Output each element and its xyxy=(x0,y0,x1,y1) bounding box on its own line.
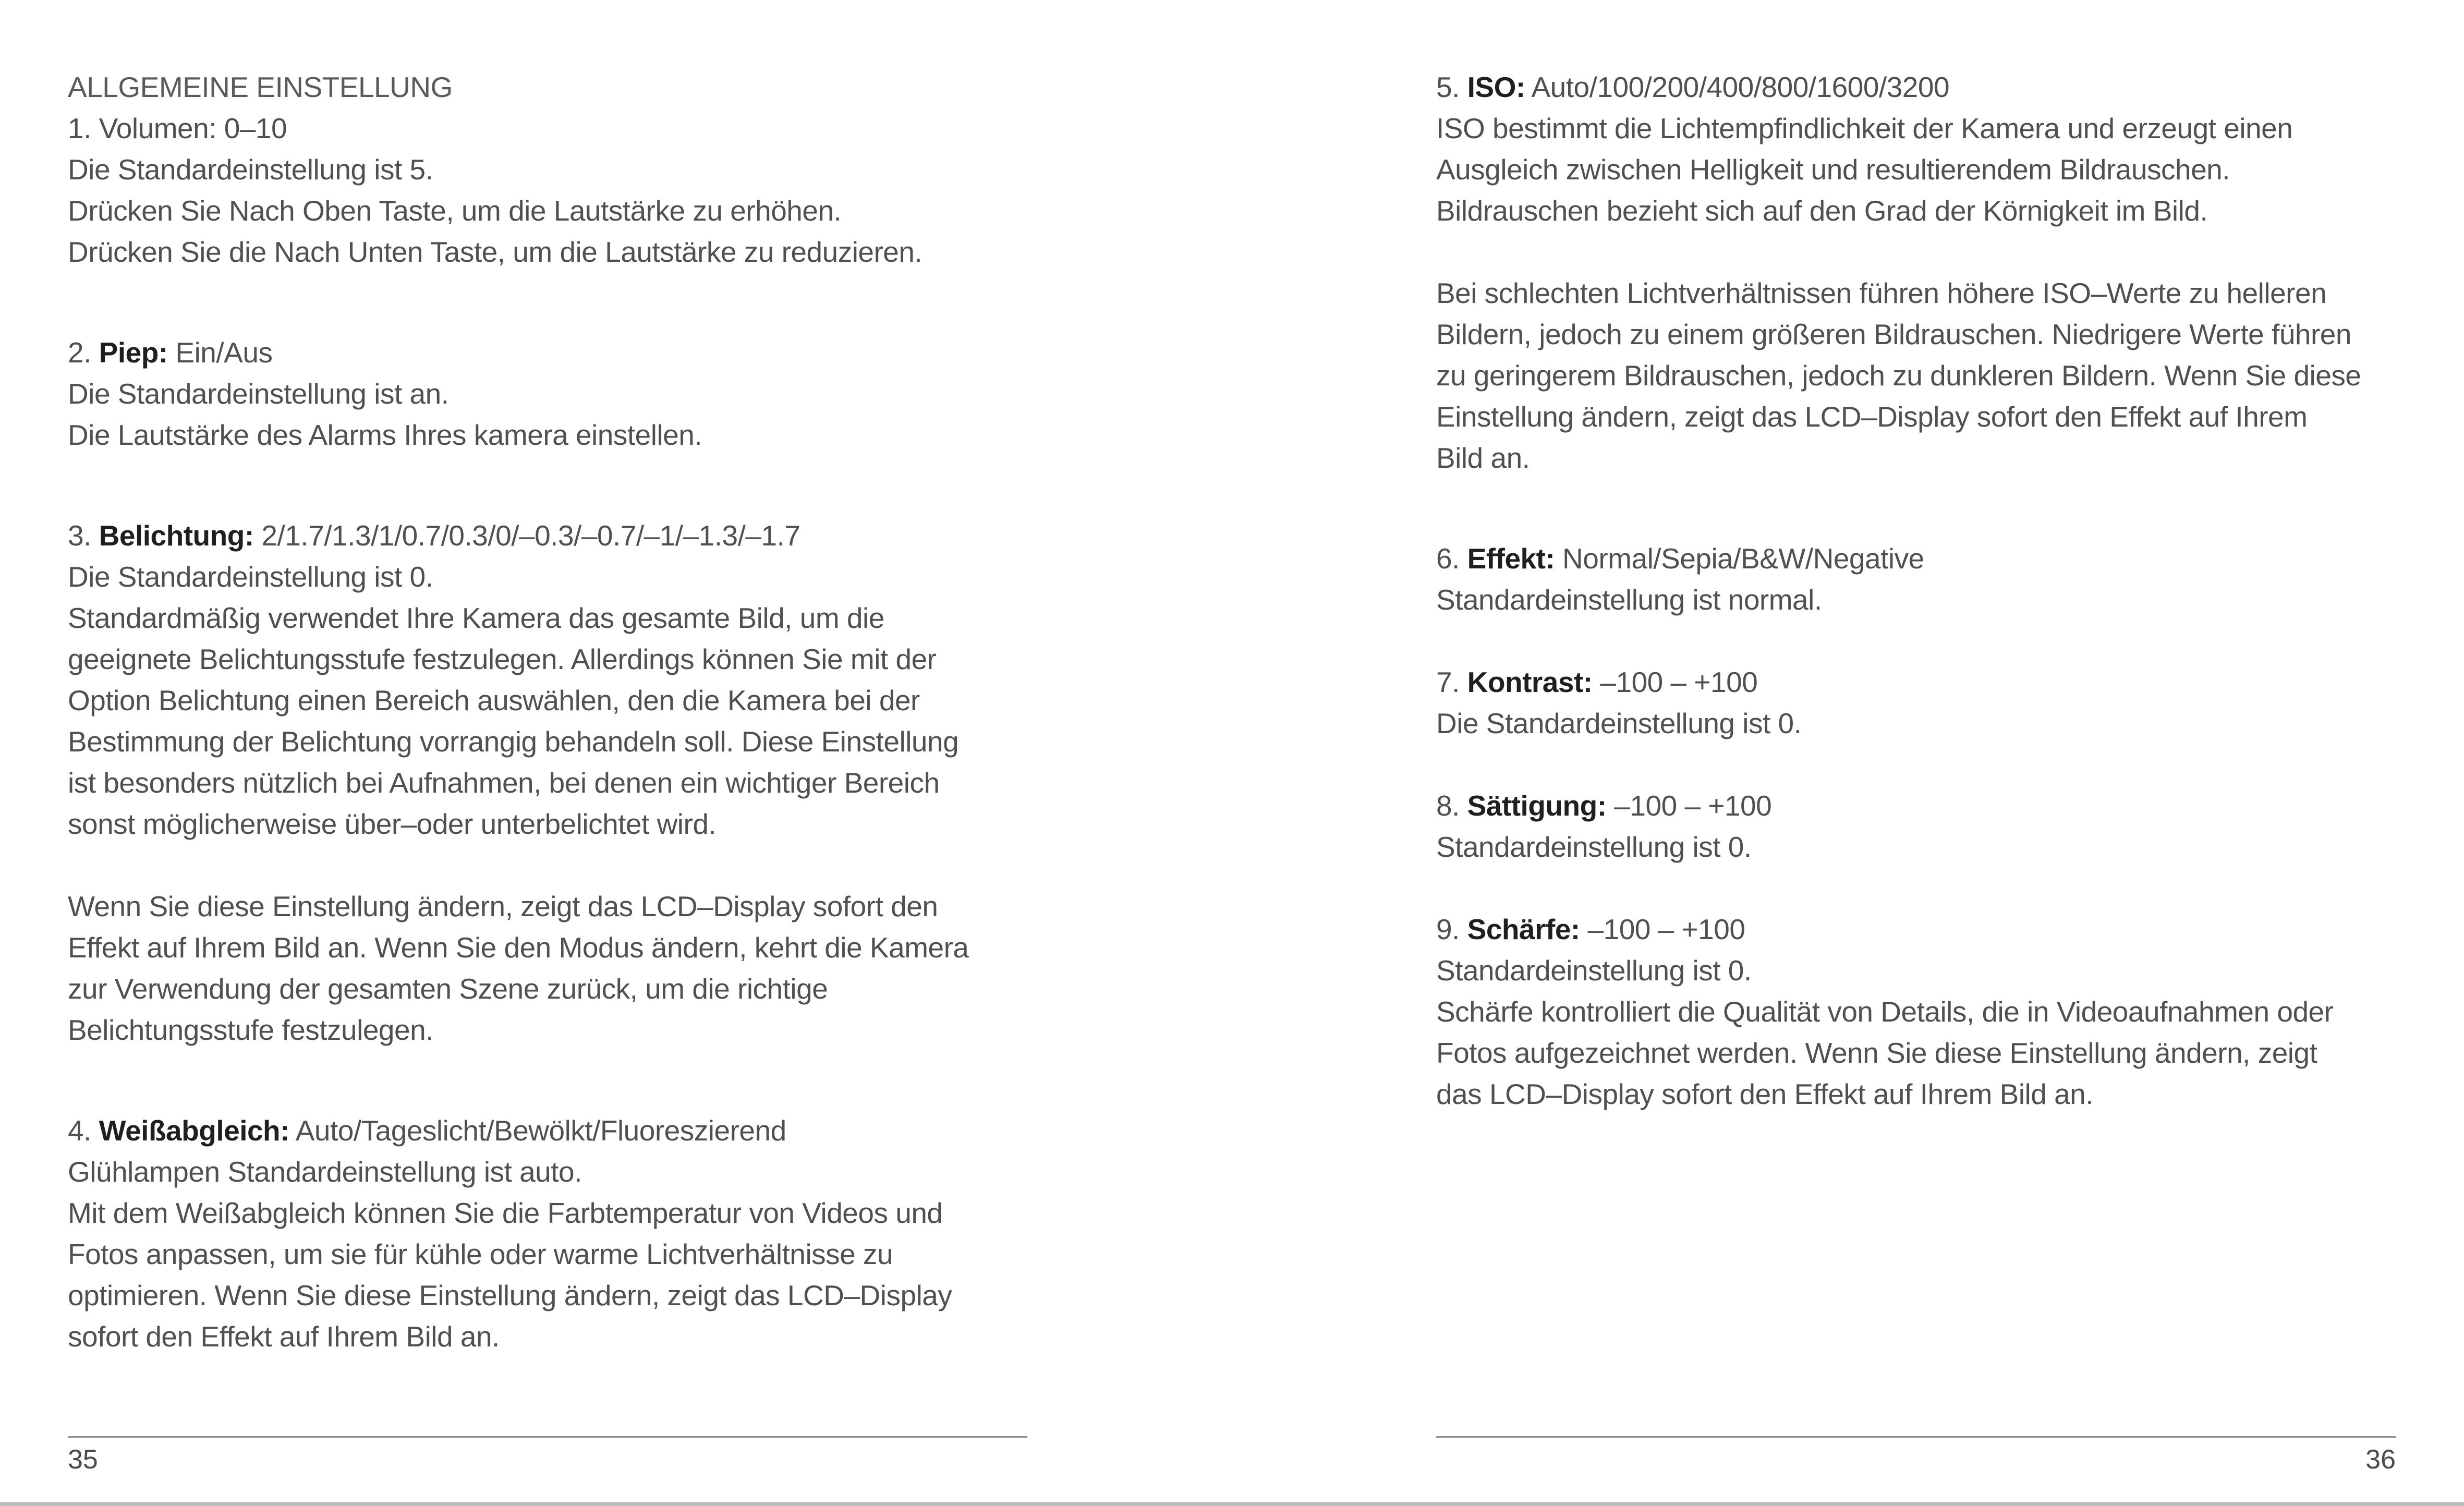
setting-beep xyxy=(68,332,1027,456)
iso-para1-line: ISO bestimmt die Lichtempfindlichkeit der Kamera und erzeugt einen xyxy=(1436,112,2293,144)
setting-volume xyxy=(68,108,1027,273)
contrast-title: 7. Kontrast: –100 – +100 xyxy=(1436,666,1758,698)
iso-para2-line: zu geringerem Bildrauschen, jedoch zu dunkleren Bildern. Wenn Sie diese xyxy=(1436,359,2361,392)
section-heading: ALLGEMEINE EINSTELLUNG xyxy=(68,71,453,103)
white-balance-para-line: Fotos anpassen, um sie für kühle oder warme Lichtverhältnisse zu xyxy=(68,1238,893,1270)
saturation-label: Sättigung: xyxy=(1467,790,1607,822)
setting-effect xyxy=(1436,538,2411,621)
setting-sharpness xyxy=(1436,909,2411,1115)
sharpness-para-line: das LCD–Display sofort den Effekt auf Ihrem Bild an. xyxy=(1436,1078,2094,1110)
white-balance-default: Glühlampen Standardeinstellung ist auto. xyxy=(68,1156,582,1188)
volume-title: 1. Volumen: 0–10 xyxy=(68,112,287,144)
white-balance-title: 4. Weißabgleich: Auto/Tageslicht/Bewölkt/Fluoreszierend xyxy=(68,1114,786,1147)
left-text-column xyxy=(68,67,1027,1357)
white-balance-para-line: sofort den Effekt auf Ihrem Bild an. xyxy=(68,1320,500,1353)
effect-title: 6. Effekt: Normal/Sepia/B&W/Negative xyxy=(1436,542,1924,575)
saturation-title: 8. Sättigung: –100 – +100 xyxy=(1436,790,1772,822)
white-balance-label: Weißabgleich: xyxy=(99,1114,289,1147)
effect-label: Effekt: xyxy=(1467,542,1555,575)
exposure-options: 2/1.7/1.3/1/0.7/0.3/0/–0.3/–0.7/–1/–1.3/–1.7 xyxy=(253,519,800,552)
volume-down-instruction: Drücken Sie die Nach Unten Taste, um die Lautstärke zu reduzieren. xyxy=(68,236,923,268)
beep-default: Die Standardeinstellung ist an. xyxy=(68,378,449,410)
setting-exposure xyxy=(68,515,1027,1051)
sharpness-para-line: Fotos aufgezeichnet werden. Wenn Sie diese Einstellung ändern, zeigt xyxy=(1436,1037,2317,1069)
contrast-label: Kontrast: xyxy=(1467,666,1593,698)
white-balance-para-line: Mit dem Weißabgleich können Sie die Farbtemperatur von Videos und xyxy=(68,1197,943,1229)
exposure-para1-line: geeignete Belichtungsstufe festzulegen. Allerdings können Sie mit der xyxy=(68,643,937,675)
contrast-default: Die Standardeinstellung ist 0. xyxy=(1436,707,1802,739)
setting-contrast xyxy=(1436,662,2411,744)
volume-default: Die Standardeinstellung ist 5. xyxy=(68,153,433,186)
exposure-para2-line: Effekt auf Ihrem Bild an. Wenn Sie den Modus ändern, kehrt die Kamera xyxy=(68,931,969,964)
beep-label: Piep: xyxy=(99,336,168,369)
page-bottom-edge xyxy=(0,1502,2464,1506)
exposure-para1-line: Option Belichtung einen Bereich auswählen, den die Kamera bei der xyxy=(68,684,920,716)
saturation-range: –100 – +100 xyxy=(1606,790,1772,822)
sharpness-para-line: Schärfe kontrolliert die Qualität von Details, die in Videoaufnahmen oder xyxy=(1436,995,2334,1028)
effect-default: Standardeinstellung ist normal. xyxy=(1436,584,1822,616)
contrast-range: –100 – +100 xyxy=(1592,666,1758,698)
white-balance-para-line: optimieren. Wenn Sie diese Einstellung ändern, zeigt das LCD–Display xyxy=(68,1279,952,1311)
iso-options: Auto/100/200/400/800/1600/3200 xyxy=(1525,71,1950,103)
right-page xyxy=(1232,0,2464,1506)
sharpness-label: Schärfe: xyxy=(1467,913,1580,945)
setting-iso xyxy=(1436,67,2411,479)
iso-para2-line: Bild an. xyxy=(1436,442,1530,474)
exposure-para1-line: sonst möglicherweise über–oder unterbelichtet wird. xyxy=(68,808,717,840)
iso-para1-line: Ausgleich zwischen Helligkeit und resultierendem Bildrauschen. xyxy=(1436,153,2230,186)
sharpness-default: Standardeinstellung ist 0. xyxy=(1436,954,1752,987)
iso-para1-line: Bildrauschen bezieht sich auf den Grad der Körnigkeit im Bild. xyxy=(1436,195,2208,227)
setting-white-balance xyxy=(68,1110,1027,1357)
right-text-column xyxy=(1436,67,2411,1115)
exposure-title: 3. Belichtung: 2/1.7/1.3/1/0.7/0.3/0/–0.3/–0.7/–1/–1.3/–1.7 xyxy=(68,519,800,552)
iso-title: 5. ISO: Auto/100/200/400/800/1600/3200 xyxy=(1436,71,1950,103)
beep-description: Die Lautstärke des Alarms Ihres kamera einstellen. xyxy=(68,419,702,451)
exposure-para2-line: Wenn Sie diese Einstellung ändern, zeigt das LCD–Display sofort den xyxy=(68,890,938,922)
iso-para2-line: Bei schlechten Lichtverhältnissen führen höhere ISO–Werte zu helleren xyxy=(1436,277,2327,309)
exposure-para1-line: Standardmäßig verwendet Ihre Kamera das gesamte Bild, um die xyxy=(68,602,884,634)
exposure-para1-line: ist besonders nützlich bei Aufnahmen, bei denen ein wichtiger Bereich xyxy=(68,767,940,799)
volume-up-instruction: Drücken Sie Nach Oben Taste, um die Lautstärke zu erhöhen. xyxy=(68,195,842,227)
footer-divider xyxy=(1436,1436,2396,1438)
saturation-default: Standardeinstellung ist 0. xyxy=(1436,831,1752,863)
exposure-para2-line: zur Verwendung der gesamten Szene zurück, um die richtige xyxy=(68,973,828,1005)
sharpness-title: 9. Schärfe: –100 – +100 xyxy=(1436,913,1745,945)
iso-para2-line: Bildern, jedoch zu einem größeren Bildrauschen. Niedrigere Werte führen xyxy=(1436,318,2351,350)
iso-para2-line: Einstellung ändern, zeigt das LCD–Display sofort den Effekt auf Ihrem xyxy=(1436,400,2308,433)
setting-saturation xyxy=(1436,785,2411,868)
exposure-para2-line: Belichtungsstufe festzulegen. xyxy=(68,1014,433,1046)
exposure-default: Die Standardeinstellung ist 0. xyxy=(68,561,433,593)
page-number: 36 xyxy=(2365,1444,2396,1475)
iso-label: ISO: xyxy=(1467,71,1525,103)
white-balance-options: Auto/Tageslicht/Bewölkt/Fluoreszierend xyxy=(289,1114,786,1147)
beep-title: 2. Piep: Ein/Aus xyxy=(68,336,273,369)
page-number: 35 xyxy=(68,1444,98,1475)
exposure-label: Belichtung: xyxy=(99,519,254,552)
effect-options: Normal/Sepia/B&W/Negative xyxy=(1555,542,1924,575)
sharpness-range: –100 – +100 xyxy=(1580,913,1745,945)
exposure-para1-line: Bestimmung der Belichtung vorrangig behandeln soll. Diese Einstellung xyxy=(68,725,959,758)
footer-divider xyxy=(68,1436,1027,1438)
beep-options: Ein/Aus xyxy=(167,336,273,369)
